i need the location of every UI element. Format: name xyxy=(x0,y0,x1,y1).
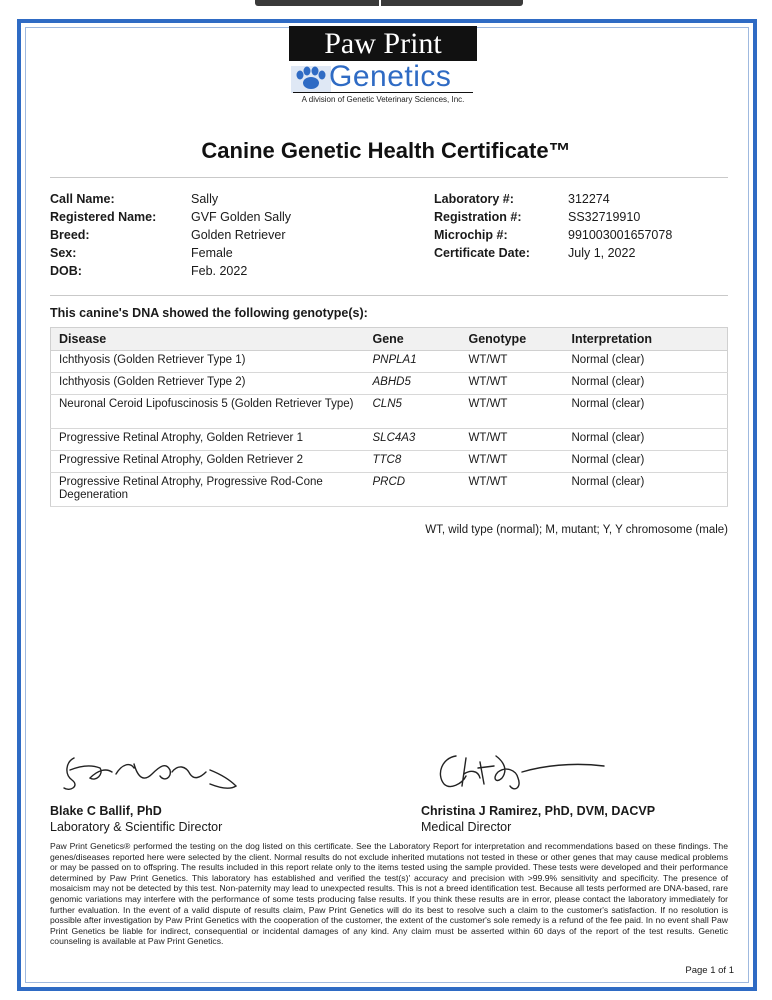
sex-row xyxy=(50,244,291,262)
gene-cell: CLN5 xyxy=(365,395,461,429)
registered-name-row xyxy=(50,208,291,226)
genotype-legend: WT, wild type (normal); M, mutant; Y, Y chromosome (male) xyxy=(425,524,728,536)
logo-line1: Paw Print xyxy=(289,26,477,61)
disease-cell: Progressive Retinal Atrophy, Golden Retriever 1 xyxy=(51,429,365,451)
call-name-value: Sally xyxy=(191,192,219,206)
interpretation-cell: Normal (clear) xyxy=(564,395,728,429)
header-genotype: Genotype xyxy=(461,328,564,351)
paw-icon xyxy=(291,63,331,93)
registration-value: SS32719910 xyxy=(568,210,641,224)
window-top-bar xyxy=(255,0,523,6)
dob-row xyxy=(50,262,291,280)
title-divider xyxy=(50,177,728,178)
disclaimer-text: Paw Print Genetics® performed the testing on the dog listed on this certificate. See the Laboratory Report for interpretation and recommendations based on these findings. The genes/diseases reported here were selected by the client. Normal results do not exclude inherited mutations not tested in these or other genes that may cause medical problems or may be passed on to offspring. The results included in this report relate only to the items tested using the sample provided. These tests were developed and their performance determined by Paw Print Genetics. This laboratory has established and verified the test(s)' accuracy and precision with >99.9% sensitivity and specificity. The presence of mosaicism may not be detected by this test. Non-paternity may lead to unexpected results. This is not a breed identification test. Because all tests performed are DNA-based, rare genomic variations may interfere with the performance of some tests producing false results. If you think these results are in error, please contact the laboratory immediately for further evaluation. In the event of a valid dispute of results claim, Paw Print Genetics will do its best to resolve such a claim to the customer's satisfaction. If no resolution is possible after investigation by Paw Print Genetics with the cooperation of the customer, the extent of the customer's sole remedy is a refund of the fee paid. In no event shall Paw Print Genetics be liable for indirect, consequential or incidental damages of any kind. Any claim must be asserted within 60 days of the report of the test results. Genetic counseling is available at Paw Print Genetics. xyxy=(50,841,728,947)
signature-block-ballif xyxy=(50,803,222,835)
microchip-value: 991003001657078 xyxy=(568,228,673,242)
gene-cell: ABHD5 xyxy=(365,373,461,395)
genotype-cell: WT/WT xyxy=(461,373,564,395)
ballif-signature xyxy=(60,752,245,794)
dob-value: Feb. 2022 xyxy=(191,264,248,278)
registered-name-value: GVF Golden Sally xyxy=(191,210,292,224)
microchip-label: Microchip #: xyxy=(434,228,508,242)
call-name-label: Call Name: xyxy=(50,192,115,206)
ballif-name: Blake C Ballif, PhD xyxy=(50,804,162,818)
table-row xyxy=(51,373,728,395)
call-name-row xyxy=(50,190,291,208)
table-row xyxy=(51,473,728,507)
genotype-cell: WT/WT xyxy=(461,473,564,507)
logo-middle xyxy=(279,61,487,93)
window-top-bar-divider xyxy=(379,0,381,6)
ramirez-signature xyxy=(432,748,612,796)
header-gene: Gene xyxy=(365,328,461,351)
info-divider xyxy=(50,295,728,296)
lab-info xyxy=(434,190,672,262)
laboratory-label: Laboratory #: xyxy=(434,192,514,206)
certificate-title: Canine Genetic Health Certificate™ xyxy=(201,138,571,163)
logo-line2: Genetics xyxy=(329,60,452,93)
microchip-row xyxy=(434,226,672,244)
table-row xyxy=(51,429,728,451)
certificate-date-value: July 1, 2022 xyxy=(568,246,636,260)
registered-name-label: Registered Name: xyxy=(50,210,157,224)
logo-subtitle: A division of Genetic Veterinary Sciences, Inc. xyxy=(301,95,465,104)
breed-value: Golden Retriever xyxy=(191,228,286,242)
table-row xyxy=(51,395,728,429)
breed-label: Breed: xyxy=(50,228,90,242)
ballif-role: Laboratory & Scientific Director xyxy=(50,820,223,834)
gene-cell: TTC8 xyxy=(365,451,461,473)
dob-label: DOB: xyxy=(50,264,82,278)
signature-block-ramirez xyxy=(421,803,655,835)
disease-cell: Progressive Retinal Atrophy, Golden Retriever 2 xyxy=(51,451,365,473)
logo-underline xyxy=(293,92,473,93)
genotype-intro: This canine's DNA showed the following genotype(s): xyxy=(50,306,368,320)
page-number: Page 1 of 1 xyxy=(685,965,734,976)
genotype-table xyxy=(50,327,728,507)
interpretation-cell: Normal (clear) xyxy=(564,473,728,507)
table-row xyxy=(51,351,728,373)
disease-cell: Progressive Retinal Atrophy, Progressive Rod-Cone Degeneration xyxy=(51,473,365,507)
gene-cell: PRCD xyxy=(365,473,461,507)
laboratory-row xyxy=(434,190,672,208)
header-disease: Disease xyxy=(51,328,365,351)
interpretation-cell: Normal (clear) xyxy=(564,351,728,373)
interpretation-cell: Normal (clear) xyxy=(564,373,728,395)
disease-cell: Ichthyosis (Golden Retriever Type 1) xyxy=(51,351,365,373)
gene-cell: PNPLA1 xyxy=(365,351,461,373)
ramirez-name: Christina J Ramirez, PhD, DVM, DACVP xyxy=(421,804,656,818)
breed-row xyxy=(50,226,291,244)
registration-row xyxy=(434,208,672,226)
genotype-cell: WT/WT xyxy=(461,451,564,473)
certificate-date-label: Certificate Date: xyxy=(434,246,530,260)
laboratory-value: 312274 xyxy=(568,192,610,206)
certificate-date-row xyxy=(434,244,672,262)
genotype-cell: WT/WT xyxy=(461,429,564,451)
sex-value: Female xyxy=(191,246,233,260)
table-header-row xyxy=(51,328,728,351)
genotype-cell: WT/WT xyxy=(461,351,564,373)
disease-cell: Neuronal Ceroid Lipofuscinosis 5 (Golden Retriever Type) xyxy=(51,395,365,429)
sex-label: Sex: xyxy=(50,246,77,260)
gene-cell: SLC4A3 xyxy=(365,429,461,451)
table-row xyxy=(51,451,728,473)
dog-info xyxy=(50,190,291,280)
header-interpretation: Interpretation xyxy=(564,328,728,351)
paw-print-genetics-logo xyxy=(279,26,487,104)
ramirez-role: Medical Director xyxy=(421,820,512,834)
interpretation-cell: Normal (clear) xyxy=(564,429,728,451)
interpretation-cell: Normal (clear) xyxy=(564,451,728,473)
genotype-cell: WT/WT xyxy=(461,395,564,429)
disease-cell: Ichthyosis (Golden Retriever Type 2) xyxy=(51,373,365,395)
registration-label: Registration #: xyxy=(434,210,522,224)
